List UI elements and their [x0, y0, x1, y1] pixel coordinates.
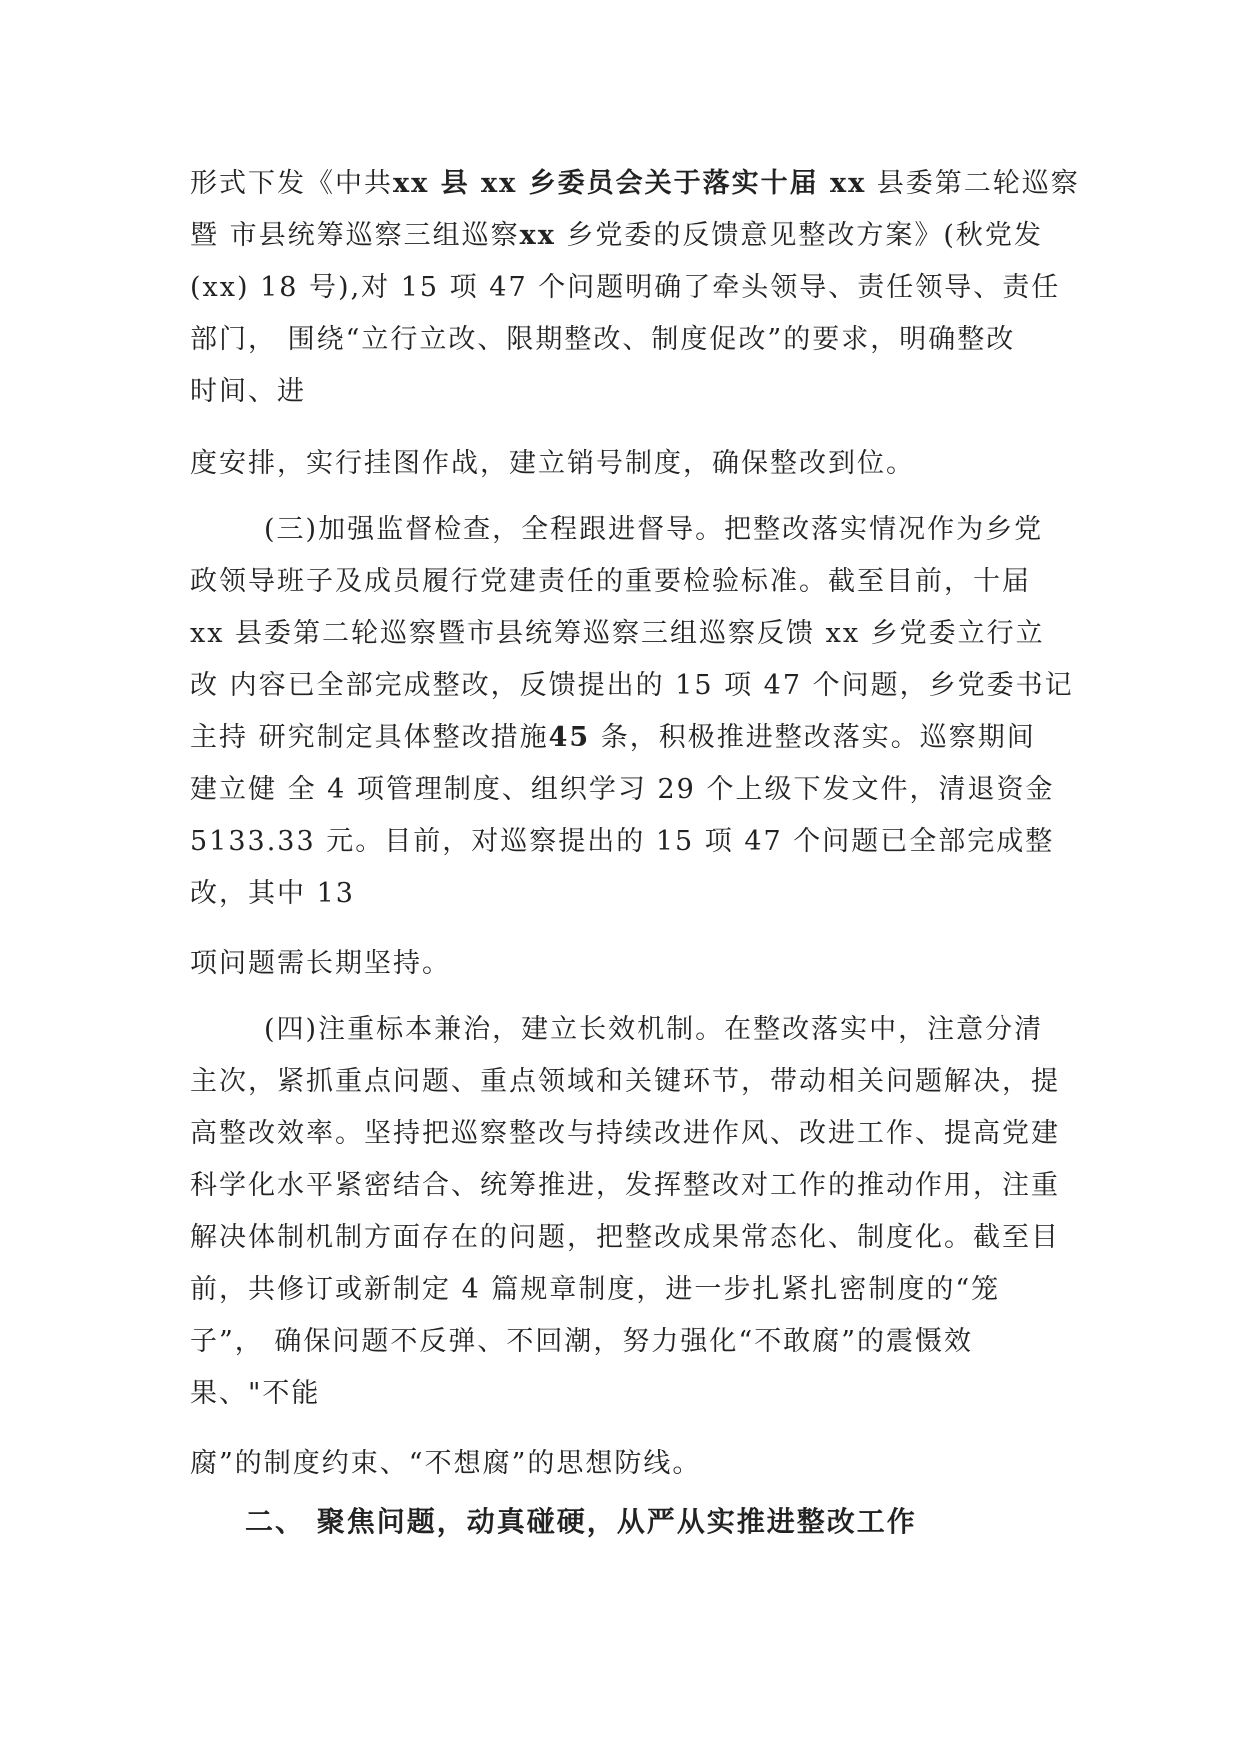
paragraph-line: 腐”的制度约束、“不想腐”的思想防线。 [190, 1448, 702, 1479]
paragraph-line: 建立健 全 4 项管理制度、组织学习 29 个上级下发文件，清退资金 [190, 774, 1055, 805]
text-segment: 县委第二轮巡察 [866, 168, 1080, 199]
text-segment: 乡党委的反馈意见整改方案》(秋党发 [555, 220, 1043, 251]
paragraph-line: 改，其中 13 [190, 878, 355, 909]
paragraph-line: 前，共修订或新制定 4 篇规章制度，进一步扎紧扎密制度的“笼 [190, 1274, 1001, 1305]
paragraph-line: 科学化水平紧密结合、统筹推进，发挥整改对工作的推动作用，注重 [190, 1170, 1060, 1201]
bold-text-segment: 45 [548, 722, 591, 753]
paragraph-line: 高整改效率。坚持把巡察整改与持续改进作风、改进工作、提高党建 [190, 1118, 1060, 1149]
paragraph-line [190, 164, 1080, 204]
paragraph-line: 5133.33 元。目前，对巡察提出的 15 项 47 个问题已全部完成整 [190, 826, 1055, 857]
paragraph-line: 政领导班子及成员履行党建责任的重要检验标准。截至目前，十届 [190, 566, 1031, 597]
bold-text-segment: xx [519, 220, 556, 251]
paragraph-line: 果、"不能 [190, 1378, 321, 1409]
paragraph-line [190, 216, 1070, 256]
paragraph-line: 度安排，实行挂图作战，建立销号制度，确保整改到位。 [190, 448, 915, 479]
text-segment: 主持 研究制定具体整改措施 [190, 722, 549, 753]
paragraph-line: (xx) 18 号),对 15 项 47 个问题明确了牵头领导、责任领导、责任 [190, 272, 1061, 303]
paragraph-line: 解决体制机制方面存在的问题，把整改成果常态化、制度化。截至目 [190, 1222, 1060, 1253]
paragraph-line: (四)注重标本兼治，建立长效机制。在整改落实中，注意分清 [264, 1014, 1044, 1045]
bold-text-segment: xx 县 xx 乡委员会关于落实十届 xx [393, 168, 867, 199]
text-segment: 条，积极推进整改落实。巡察期间 [590, 722, 1036, 753]
paragraph-line: 改 内容已全部完成整改，反馈提出的 15 项 47 个问题，乡党委书记 [190, 670, 1074, 701]
paragraph-line: 项问题需长期坚持。 [190, 948, 451, 979]
paragraph-line [190, 718, 1070, 758]
text-segment: 形式下发《中共 [190, 168, 393, 199]
paragraph-line: xx 县委第二轮巡察暨市县统筹巡察三组巡察反馈 xx 乡党委立行立 [190, 618, 1045, 649]
text-segment: 暨 市县统筹巡察三组巡察 [190, 220, 520, 251]
paragraph-line: 时间、进 [190, 376, 306, 407]
paragraph-line: 主次，紧抓重点问题、重点领域和关键环节，带动相关问题解决，提 [190, 1066, 1060, 1097]
paragraph-line: 部门， 围绕“立行立改、限期整改、制度促改”的要求，明确整改 [190, 324, 1016, 355]
paragraph-line: (三)加强监督检查，全程跟进督导。把整改落实情况作为乡党 [264, 514, 1044, 545]
section-heading: 二、 聚焦问题，动真碰硬，从严从实推进整改工作 [245, 1505, 917, 1538]
paragraph-line: 子”， 确保问题不反弹、不回潮，努力强化“不敢腐”的震慑效 [190, 1326, 973, 1357]
